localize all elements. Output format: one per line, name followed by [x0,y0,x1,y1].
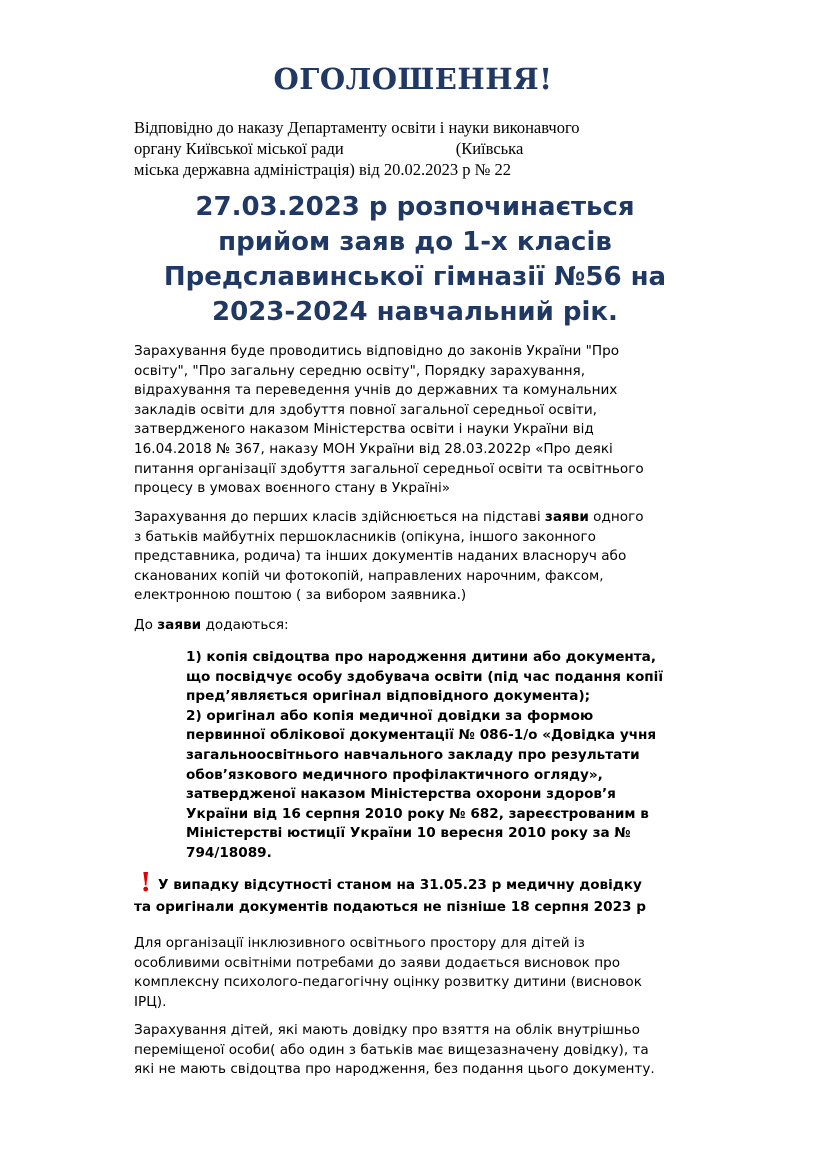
paragraph-line: ІРЦ). [134,993,167,1010]
attachments-list [186,648,706,864]
paragraph-line: представника, родича) та інших документів наданих власноруч або [134,548,627,565]
paragraph-line: 16.04.2018 № 367, наказу МОН України від 28.03.2022р «Про деякі [134,440,613,457]
enrollment-application-paragraph [134,508,714,606]
paragraph-line: відрахування та переведення учнів до державних та комунальних [134,382,618,399]
paragraph-line: питання організації здобуття загальної середньої освіти та освітнього [134,460,644,477]
paragraph-line: електронною поштою ( за вибором заявника.) [134,587,467,604]
list-item-line: пред’являється оригінал відповідного документа); [186,688,591,705]
list-item-line: 2) оригінал або копія медичної довідки за формою [186,707,594,724]
warning-line: та оригінали документів подаються не пізніше 18 серпня 2023 р [134,899,646,915]
intro-line-part: органу Київської міської ради [134,139,344,158]
list-item-line: загальноосвітнього навчального закладу про результати [186,746,640,763]
inclusive-education-paragraph [134,934,714,1012]
paragraph-line [134,508,714,528]
emphasis-text: заяви [157,617,202,633]
intro-paragraph [134,117,714,180]
paragraph-text: додаються: [201,617,289,633]
paragraph-line: які не мають свідоцтва про народження, без подання цього документу. [134,1061,655,1078]
list-item-line: України від 16 серпня 2010 року № 682, зареєстрованим в [186,805,649,822]
intro-line [134,138,714,159]
warning-text: У випадку відсутності станом на 31.05.23 р медичну довідку [158,877,642,893]
paragraph-line: процесу в умовах воєнного стану в Україні» [134,480,451,497]
paragraph-line: Зарахування дітей, які мають довідку про взяття на облік внутрішньо [134,1022,640,1038]
paragraph-line [134,616,714,636]
paragraph-text: Зарахування до перших класів здійснюється на підставі [134,509,545,525]
paragraph-line: затвердженого наказом Міністерства освіти і науки України від [134,421,594,438]
paragraph-text: одного [588,509,644,525]
paragraph-line: особливими освітніми потребами до заяви додається висновок про [134,954,621,971]
displaced-persons-paragraph [134,1021,714,1080]
emphasis-text: заяви [544,509,589,525]
headline-line: 27.03.2023 р розпочинається [195,192,635,222]
paragraph-line: сканованих копій чи фотокопій, направлених нарочним, факсом, [134,567,604,584]
intro-line: міська державна адміністрація) від 20.02.2023 р № 22 [134,160,511,179]
paragraph-line: закладів освіти для здобуття повної загальної середньої освіти, [134,401,597,418]
attachments-intro [134,616,714,636]
list-item-line: що посвідчує особу здобувача освіти (під час подання копії [186,668,663,685]
paragraph-line: Зарахування буде проводитись відповідно до законів України "Про [134,343,620,359]
paragraph-line: Для організації інклюзивного освітнього простору для дітей із [134,935,585,951]
warning-note [134,868,714,918]
headline-line: Предславинської гімназії №56 на [163,262,667,292]
list-item-line: 1) копія свідоцтва про народження дитини або документа, [186,649,657,665]
headline [120,190,710,330]
list-item-line: 794/18089. [186,844,272,861]
paragraph-line: з батьків майбутніх першокласників (опікуна, іншого законного [134,528,596,545]
list-item-line: Міністерстві юстиції України 10 вересня 2010 року за № [186,825,631,842]
exclamation-icon: ! [140,868,152,898]
paragraph-line: комплексну психолого-педагогічну оцінку розвитку дитини (висновок [134,974,642,991]
intro-line-part: (Київська [455,139,524,158]
list-item-line: первинної облікової документації № 086-1/о «Довідка учня [186,727,657,744]
page-title: ОГОЛОШЕННЯ! [273,62,553,96]
warning-line [134,868,714,898]
paragraph-line: переміщеної особи( або один з батьків має вищезазначену довідку), та [134,1041,649,1058]
paragraph-line: освіту", "Про загальну середню освіту", Порядку зарахування, [134,362,586,379]
headline-line: 2023-2024 навчальний рік. [212,297,618,327]
list-item-line: затвердженої наказом Міністерства охорони здоров’я [186,786,616,803]
headline-line: прийом заяв до 1-х класів [218,227,612,257]
enrollment-legal-basis-paragraph [134,342,714,499]
intro-line: Відповідно до наказу Департаменту освіти і науки виконавчого [134,118,580,137]
paragraph-text: До [134,617,158,633]
list-item-line: обов’язкового медичного профілактичного огляду», [186,766,603,783]
